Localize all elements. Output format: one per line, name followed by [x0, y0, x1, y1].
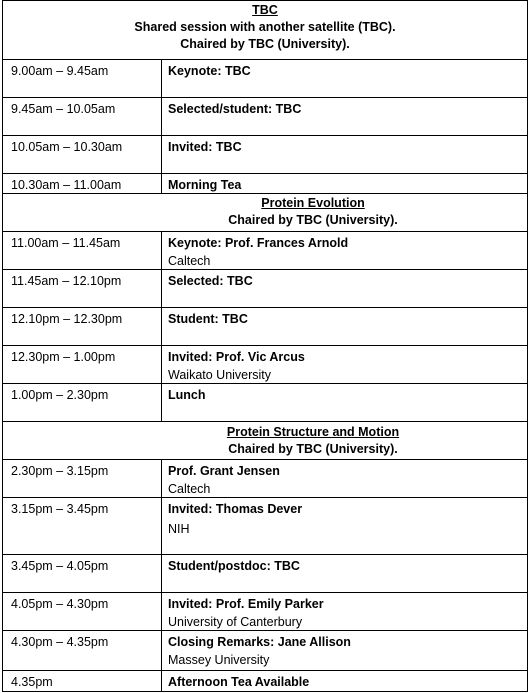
table-row — [2, 174, 528, 194]
session-title: Selected/student: TBC — [168, 102, 302, 116]
table-row — [2, 60, 528, 98]
table-row — [2, 498, 528, 555]
time-cell: 4.30pm – 4.35pm — [3, 631, 162, 670]
time-cell: 4.35pm — [3, 671, 162, 691]
time-cell: 9.45am – 10.05am — [3, 98, 162, 135]
time-cell: 2.30pm – 3.15pm — [3, 460, 162, 497]
session-title: Student/postdoc: TBC — [168, 559, 300, 573]
session-cell — [162, 555, 527, 594]
section-title: TBC — [252, 3, 278, 17]
time-cell: 3.15pm – 3.45pm — [3, 498, 162, 554]
session-affiliation: Massey University — [168, 653, 270, 667]
session-title: Afternoon Tea Available — [168, 675, 310, 689]
time-cell: 1.00pm – 2.30pm — [3, 384, 162, 421]
session-title: Keynote: Prof. Frances Arnold — [168, 236, 349, 250]
session-cell — [162, 136, 527, 175]
table-row — [2, 346, 528, 384]
session-cell — [162, 60, 527, 99]
session-title: Keynote: TBC — [168, 64, 251, 78]
time-cell: 11.00am – 11.45am — [3, 232, 162, 269]
session-cell — [162, 460, 527, 499]
time-cell: 3.45pm – 4.05pm — [3, 555, 162, 592]
session-title: Closing Remarks: Jane Allison — [168, 635, 351, 649]
session-title: Student: TBC — [168, 312, 248, 326]
session-cell — [162, 98, 527, 137]
session-cell — [162, 671, 527, 693]
session-title: Prof. Grant Jensen — [168, 464, 280, 478]
section-header — [2, 194, 528, 232]
session-affiliation: Waikato University — [168, 368, 272, 382]
session-affiliation: University of Canterbury — [168, 615, 303, 629]
table-row — [2, 671, 528, 692]
session-cell — [162, 270, 527, 309]
session-cell — [162, 232, 527, 271]
table-row — [2, 270, 528, 308]
table-row — [2, 232, 528, 270]
session-cell — [162, 498, 527, 556]
session-title: Morning Tea — [168, 178, 242, 192]
table-row — [2, 98, 528, 136]
session-title: Invited: Prof. Vic Arcus — [168, 350, 305, 364]
table-row — [2, 308, 528, 346]
session-title: Selected: TBC — [168, 274, 253, 288]
time-cell: 9.00am – 9.45am — [3, 60, 162, 97]
session-cell — [162, 631, 527, 672]
section-chair: Chaired by TBC (University). — [228, 442, 398, 456]
session-title: Invited: Thomas Dever — [168, 502, 303, 516]
time-cell: 10.30am – 11.00am — [3, 174, 162, 193]
table-row — [2, 136, 528, 174]
time-cell: 12.30pm – 1.00pm — [3, 346, 162, 383]
session-affiliation: Caltech — [168, 482, 211, 496]
time-cell: 12.10pm – 12.30pm — [3, 308, 162, 345]
session-cell — [162, 593, 527, 632]
table-row — [2, 460, 528, 498]
section-title: Protein Structure and Motion — [226, 425, 400, 439]
session-cell — [162, 384, 527, 423]
session-cell — [162, 346, 527, 385]
time-cell: 11.45am – 12.10pm — [3, 270, 162, 307]
table-row — [2, 555, 528, 593]
section-chair: Chaired by TBC (University). — [180, 37, 350, 51]
session-cell — [162, 174, 527, 195]
section-header — [2, 422, 528, 460]
time-cell: 4.05pm – 4.30pm — [3, 593, 162, 630]
section-header — [2, 0, 528, 60]
section-subtitle: Shared session with another satellite (TBC). — [134, 20, 396, 34]
session-title: Lunch — [168, 388, 206, 402]
section-chair: Chaired by TBC (University). — [228, 213, 398, 227]
session-affiliation: Caltech — [168, 254, 211, 268]
session-cell — [162, 308, 527, 347]
section-title: Protein Evolution — [261, 196, 365, 210]
session-title: Invited: Prof. Emily Parker — [168, 597, 324, 611]
table-row — [2, 631, 528, 671]
table-row — [2, 384, 528, 422]
table-row — [2, 593, 528, 631]
session-title: Invited: TBC — [168, 140, 242, 154]
time-cell: 10.05am – 10.30am — [3, 136, 162, 173]
session-affiliation: NIH — [168, 522, 190, 536]
